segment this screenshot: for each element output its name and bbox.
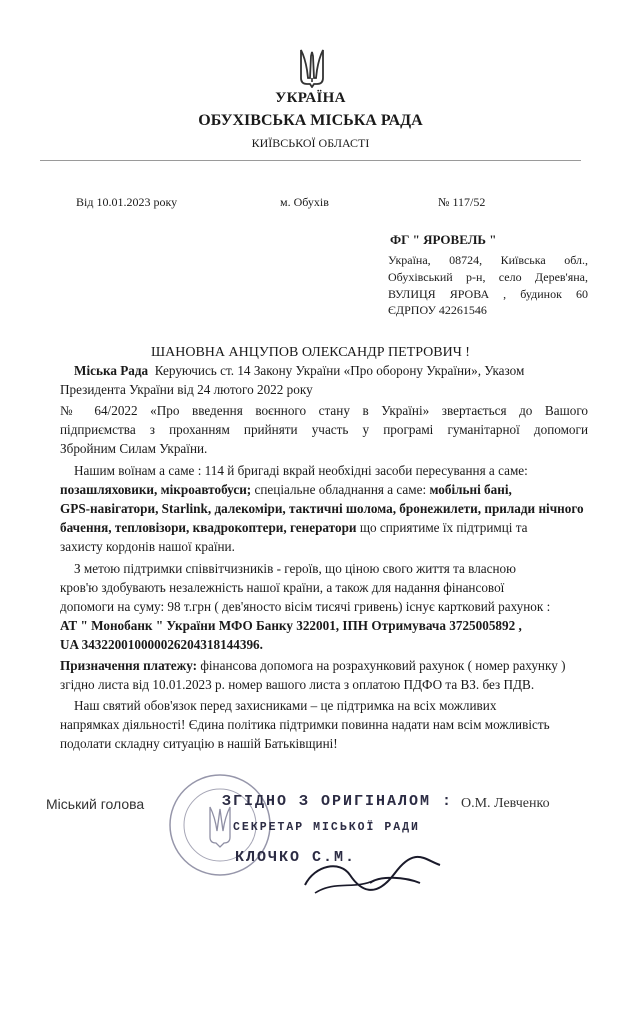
letterhead-country: УКРАЇНА bbox=[275, 90, 346, 106]
body-text: фінансова допомога на розрахунковий рахунок ( номер рахунку ) bbox=[197, 658, 566, 673]
iban: UA 343220010000026204318144396. bbox=[60, 637, 263, 652]
body-line: захисту кордонів нашої країни. bbox=[60, 539, 235, 554]
body-line bbox=[60, 519, 588, 538]
payment-purpose-label: Призначення платежу: bbox=[60, 658, 198, 673]
addressee-line: ЄДРПОУ 42261546 bbox=[388, 303, 487, 317]
letter-city: м. Обухів bbox=[280, 195, 329, 209]
addressee-line: Україна, 08724, Київська обл., bbox=[388, 253, 588, 267]
stamp-line-2: СЕКРЕТАР МІСЬКОЇ РАДИ bbox=[233, 821, 420, 834]
addressee-name: ФГ " ЯРОВЕЛЬ " bbox=[390, 232, 497, 247]
letterhead-oblast: КИЇВСЬКОЇ ОБЛАСТІ bbox=[251, 136, 370, 150]
addressee-line: Обухівський р-н, село Дерев'яна, bbox=[388, 270, 588, 284]
signatory-title: Міський голова bbox=[46, 796, 145, 812]
body-line bbox=[60, 481, 588, 500]
signatory-name: О.М. Левченко bbox=[461, 796, 550, 811]
official-stamp bbox=[165, 765, 465, 905]
body-line: Збройним Силам України. bbox=[60, 441, 208, 456]
body-line: З метою підтримки співвітчизників - героїв, що ціною свого життя та власною bbox=[74, 561, 516, 576]
header-divider bbox=[40, 160, 581, 161]
body-line: підприємства з проханням прийняти участь у програмі гуманітарної допомоги bbox=[60, 422, 588, 437]
body-line: Наш святий обов'язок перед захисниками – це підтримка на всіх можливих bbox=[74, 698, 497, 713]
letter-number: № 117/52 bbox=[438, 195, 486, 209]
bank-details: АТ " Монобанк " України МФО Банку 322001, ІПН Отримувача 3725005892 , bbox=[60, 618, 522, 633]
stamp-line-3: КЛОЧКО С.М. bbox=[235, 849, 357, 866]
body-line: Президента України від 24 лютого 2022 року bbox=[60, 382, 313, 397]
body-bold: бачення, тепловізори, квадрокоптери, генератори bbox=[60, 520, 357, 535]
body-line: допомоги на суму: 98 т.грн ( дев'яносто вісім тисячі гривень) існує картковий рахунок : bbox=[60, 599, 551, 614]
body-bold: мобільні бані, bbox=[429, 482, 512, 497]
letter-date: Від 10.01.2023 року bbox=[76, 195, 178, 209]
body-line: № 64/2022 «Про введення воєнного стану в Україні» звертається до Вашого bbox=[60, 403, 588, 418]
trident-icon bbox=[298, 48, 326, 88]
body-text: що сприятиме їх підтримці та bbox=[356, 520, 528, 535]
salutation: ШАНОВНА АНЦУПОВ ОЛЕКСАНДР ПЕТРОВИЧ ! bbox=[151, 345, 470, 360]
body-line: напрямках діяльності! Єдина політика підтримки повинна надати нам всім можливість bbox=[60, 717, 550, 732]
body-line: подолати складну ситуацію в нашій Батьківщині! bbox=[60, 736, 338, 751]
council-lead: Міська Рада bbox=[74, 363, 149, 378]
body-line: Нашим воїнам а саме : 114 й бригаді вкрай необхідні засоби пересування а саме: bbox=[74, 463, 528, 478]
body-line: кров'ю здобувають незалежність нашої країни, а також для надання фінансової bbox=[60, 580, 505, 595]
body-line bbox=[74, 362, 588, 381]
stamp-line-1: ЗГІДНО З ОРИГІНАЛОМ : bbox=[222, 793, 454, 810]
body-line: GPS-навігатори, Starlink, далекоміри, тактичні шолома, бронежилети, прилади нічного bbox=[60, 501, 584, 516]
body-text: спеціальне обладнання а саме: bbox=[251, 482, 430, 497]
body-line bbox=[60, 657, 588, 676]
body-text: Керуючись ст. 14 Закону України «Про оборону України», Указом bbox=[154, 363, 525, 378]
addressee-line: ВУЛИЦЯ ЯРОВА , будинок 60 bbox=[388, 287, 588, 301]
body-bold: позашляховики, мікроавтобуси; bbox=[60, 482, 252, 497]
body-line: згідно листа від 10.01.2023 р. номер вашого листа з оплатою ПДФО та ВЗ. без ПДВ. bbox=[60, 677, 535, 692]
letterhead-council: ОБУХІВСЬКА МІСЬКА РАДА bbox=[198, 112, 423, 129]
